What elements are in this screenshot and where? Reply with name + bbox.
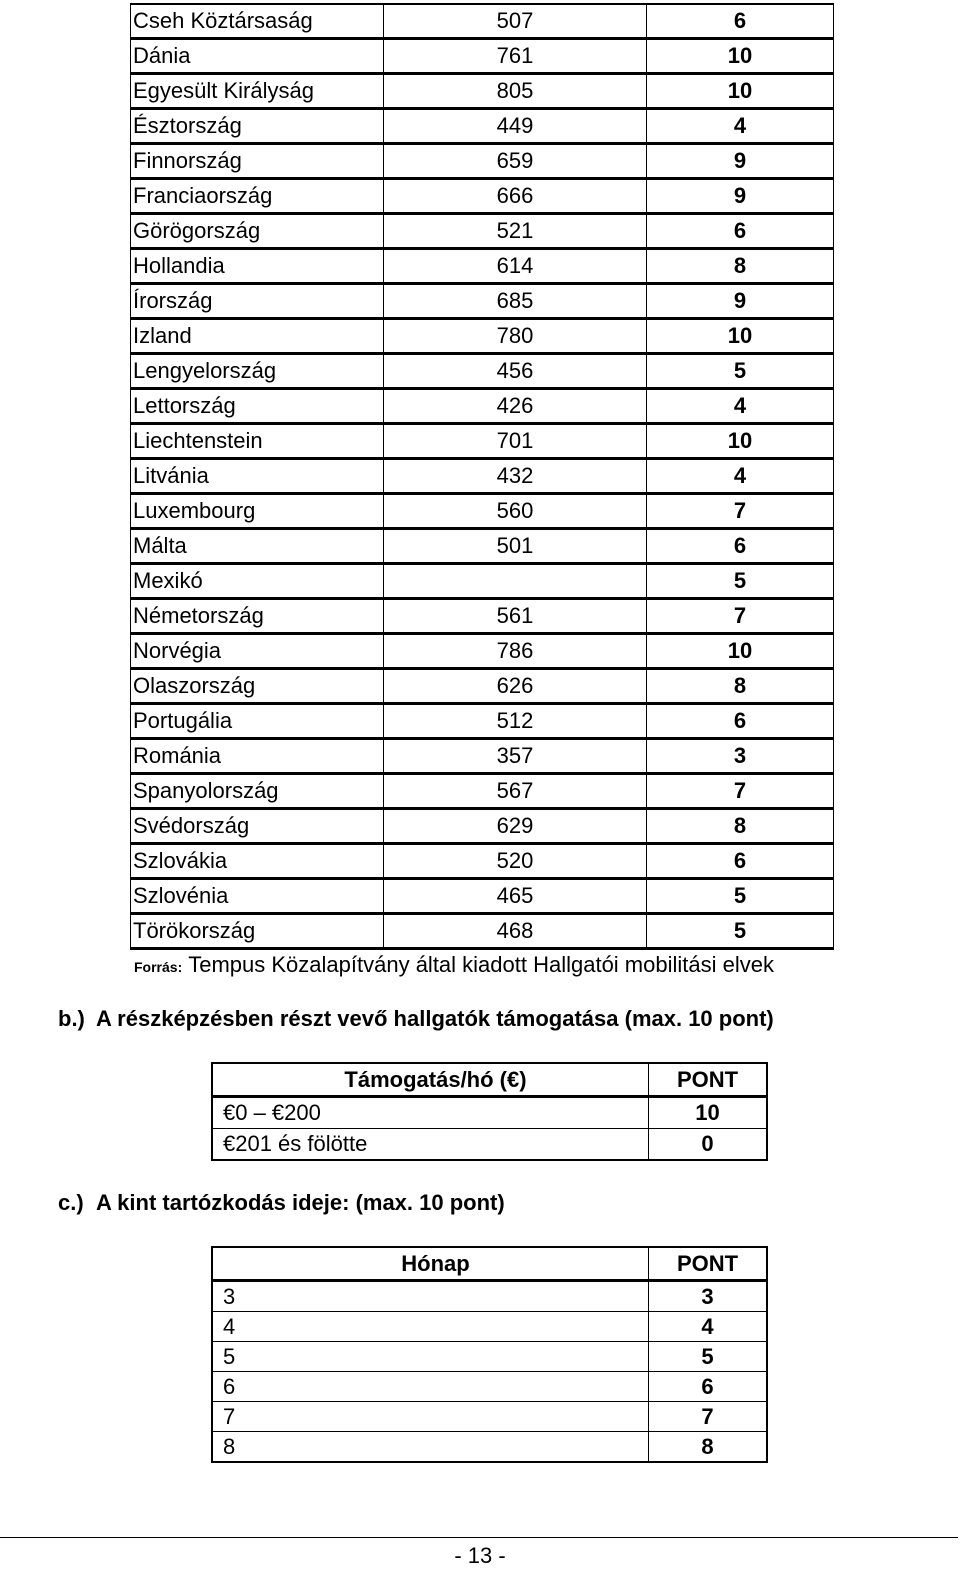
table-row (131, 704, 834, 739)
country-points: 5 (647, 564, 834, 599)
country-points: 6 (647, 529, 834, 564)
table-row (131, 39, 834, 74)
country-points: 9 (647, 284, 834, 319)
country-value: 659 (384, 144, 647, 179)
country-value: 468 (384, 914, 647, 949)
duration-table (211, 1246, 768, 1463)
table-row (131, 4, 834, 39)
country-value: 512 (384, 704, 647, 739)
duration-points: 7 (649, 1402, 768, 1432)
country-points: 9 (647, 179, 834, 214)
country-name: Németország (131, 599, 384, 634)
country-name: Románia (131, 739, 384, 774)
country-value: 761 (384, 39, 647, 74)
country-points: 5 (647, 914, 834, 949)
country-name: Szlovénia (131, 879, 384, 914)
section-c-title: A kint tartózkodás ideje: (max. 10 pont) (96, 1190, 505, 1215)
country-name: Norvégia (131, 634, 384, 669)
table-row (212, 1372, 767, 1402)
country-value: 520 (384, 844, 647, 879)
country-value: 614 (384, 249, 647, 284)
country-value: 357 (384, 739, 647, 774)
table-row (131, 214, 834, 249)
table-row (212, 1097, 767, 1129)
country-points: 7 (647, 599, 834, 634)
country-value: 780 (384, 319, 647, 354)
support-range-points: 10 (649, 1097, 768, 1129)
country-name: Dánia (131, 39, 384, 74)
table-row (212, 1312, 767, 1342)
country-name: Izland (131, 319, 384, 354)
country-points: 4 (647, 459, 834, 494)
country-value: 666 (384, 179, 647, 214)
table-row (131, 284, 834, 319)
country-name: Litvánia (131, 459, 384, 494)
table-row (131, 634, 834, 669)
support-col-header: Támogatás/hó (€) (212, 1063, 649, 1097)
country-points: 8 (647, 669, 834, 704)
country-value: 561 (384, 599, 647, 634)
country-points: 4 (647, 389, 834, 424)
country-points: 5 (647, 879, 834, 914)
country-points: 10 (647, 319, 834, 354)
table-row (131, 844, 834, 879)
country-name: Spanyolország (131, 774, 384, 809)
duration-month: 3 (212, 1281, 649, 1312)
country-value: 786 (384, 634, 647, 669)
support-range-label: €0 – €200 (212, 1097, 649, 1129)
table-row (131, 809, 834, 844)
table-row (131, 529, 834, 564)
country-name: Görögország (131, 214, 384, 249)
country-points: 7 (647, 774, 834, 809)
source-note (134, 952, 774, 978)
support-range-label: €201 és fölötte (212, 1129, 649, 1161)
country-value: 449 (384, 109, 647, 144)
table-row (131, 179, 834, 214)
support-range-points: 0 (649, 1129, 768, 1161)
support-table-header (212, 1063, 767, 1097)
section-c-heading (58, 1190, 505, 1216)
table-row (131, 669, 834, 704)
country-points: 4 (647, 109, 834, 144)
page-number: - 13 - (454, 1543, 506, 1568)
country-name: Egyesült Királyság (131, 74, 384, 109)
country-table-body (131, 4, 834, 949)
country-name: Lengyelország (131, 354, 384, 389)
country-points: 8 (647, 249, 834, 284)
country-points: 6 (647, 4, 834, 39)
section-c-letter: c.) (58, 1190, 84, 1215)
country-name: Olaszország (131, 669, 384, 704)
country-points: 8 (647, 809, 834, 844)
country-value: 567 (384, 774, 647, 809)
country-points: 10 (647, 39, 834, 74)
duration-month: 7 (212, 1402, 649, 1432)
duration-points: 5 (649, 1342, 768, 1372)
country-name: Portugália (131, 704, 384, 739)
table-row (131, 144, 834, 179)
country-name: Franciaország (131, 179, 384, 214)
country-name: Svédország (131, 809, 384, 844)
country-name: Szlovákia (131, 844, 384, 879)
footer-divider (0, 1537, 958, 1538)
table-row (131, 599, 834, 634)
country-name: Málta (131, 529, 384, 564)
duration-points: 4 (649, 1312, 768, 1342)
country-points: 3 (647, 739, 834, 774)
table-row (212, 1281, 767, 1312)
country-name: Finnország (131, 144, 384, 179)
country-value: 426 (384, 389, 647, 424)
country-value: 456 (384, 354, 647, 389)
country-value: 805 (384, 74, 647, 109)
table-row (131, 459, 834, 494)
table-row (131, 389, 834, 424)
table-row (131, 564, 834, 599)
country-value (384, 564, 647, 599)
source-label: Forrás: (134, 959, 183, 975)
country-points: 6 (647, 704, 834, 739)
country-points: 10 (647, 74, 834, 109)
country-name: Cseh Köztársaság (131, 4, 384, 39)
country-value: 507 (384, 4, 647, 39)
country-name: Írország (131, 284, 384, 319)
table-row (131, 914, 834, 949)
table-row (131, 109, 834, 144)
duration-month: 6 (212, 1372, 649, 1402)
country-value: 560 (384, 494, 647, 529)
support-table (211, 1062, 768, 1161)
country-name: Lettország (131, 389, 384, 424)
duration-table-header (212, 1247, 767, 1281)
country-points: 6 (647, 844, 834, 879)
support-points-header: PONT (649, 1063, 768, 1097)
table-row (131, 74, 834, 109)
country-points: 10 (647, 634, 834, 669)
country-points: 5 (647, 354, 834, 389)
country-name: Törökország (131, 914, 384, 949)
duration-month: 4 (212, 1312, 649, 1342)
duration-month: 5 (212, 1342, 649, 1372)
table-row (131, 739, 834, 774)
country-name: Luxembourg (131, 494, 384, 529)
country-value: 465 (384, 879, 647, 914)
country-value: 501 (384, 529, 647, 564)
table-row (131, 319, 834, 354)
country-value: 701 (384, 424, 647, 459)
country-points: 7 (647, 494, 834, 529)
country-name: Mexikó (131, 564, 384, 599)
section-b-letter: b.) (58, 1006, 85, 1031)
duration-points: 8 (649, 1432, 768, 1463)
table-row (131, 424, 834, 459)
country-name: Hollandia (131, 249, 384, 284)
table-row (131, 354, 834, 389)
country-table (130, 3, 834, 950)
country-value: 629 (384, 809, 647, 844)
duration-points-header: PONT (649, 1247, 768, 1281)
country-value: 521 (384, 214, 647, 249)
table-row (212, 1129, 767, 1161)
duration-points: 3 (649, 1281, 768, 1312)
table-row (212, 1432, 767, 1463)
country-points: 10 (647, 424, 834, 459)
duration-points: 6 (649, 1372, 768, 1402)
section-b-title: A részképzésben részt vevő hallgatók támogatása (max. 10 pont) (96, 1006, 774, 1031)
duration-month: 8 (212, 1432, 649, 1463)
country-value: 685 (384, 284, 647, 319)
section-b-heading (58, 1006, 774, 1032)
country-points: 9 (647, 144, 834, 179)
country-points: 6 (647, 214, 834, 249)
table-row (131, 774, 834, 809)
table-row (131, 249, 834, 284)
country-name: Liechtenstein (131, 424, 384, 459)
duration-col-header: Hónap (212, 1247, 649, 1281)
country-value: 626 (384, 669, 647, 704)
table-row (212, 1342, 767, 1372)
table-row (131, 879, 834, 914)
country-name: Észtország (131, 109, 384, 144)
table-row (131, 494, 834, 529)
source-text: Tempus Közalapítvány által kiadott Hallgatói mobilitási elvek (188, 952, 774, 977)
table-row (212, 1402, 767, 1432)
country-value: 432 (384, 459, 647, 494)
